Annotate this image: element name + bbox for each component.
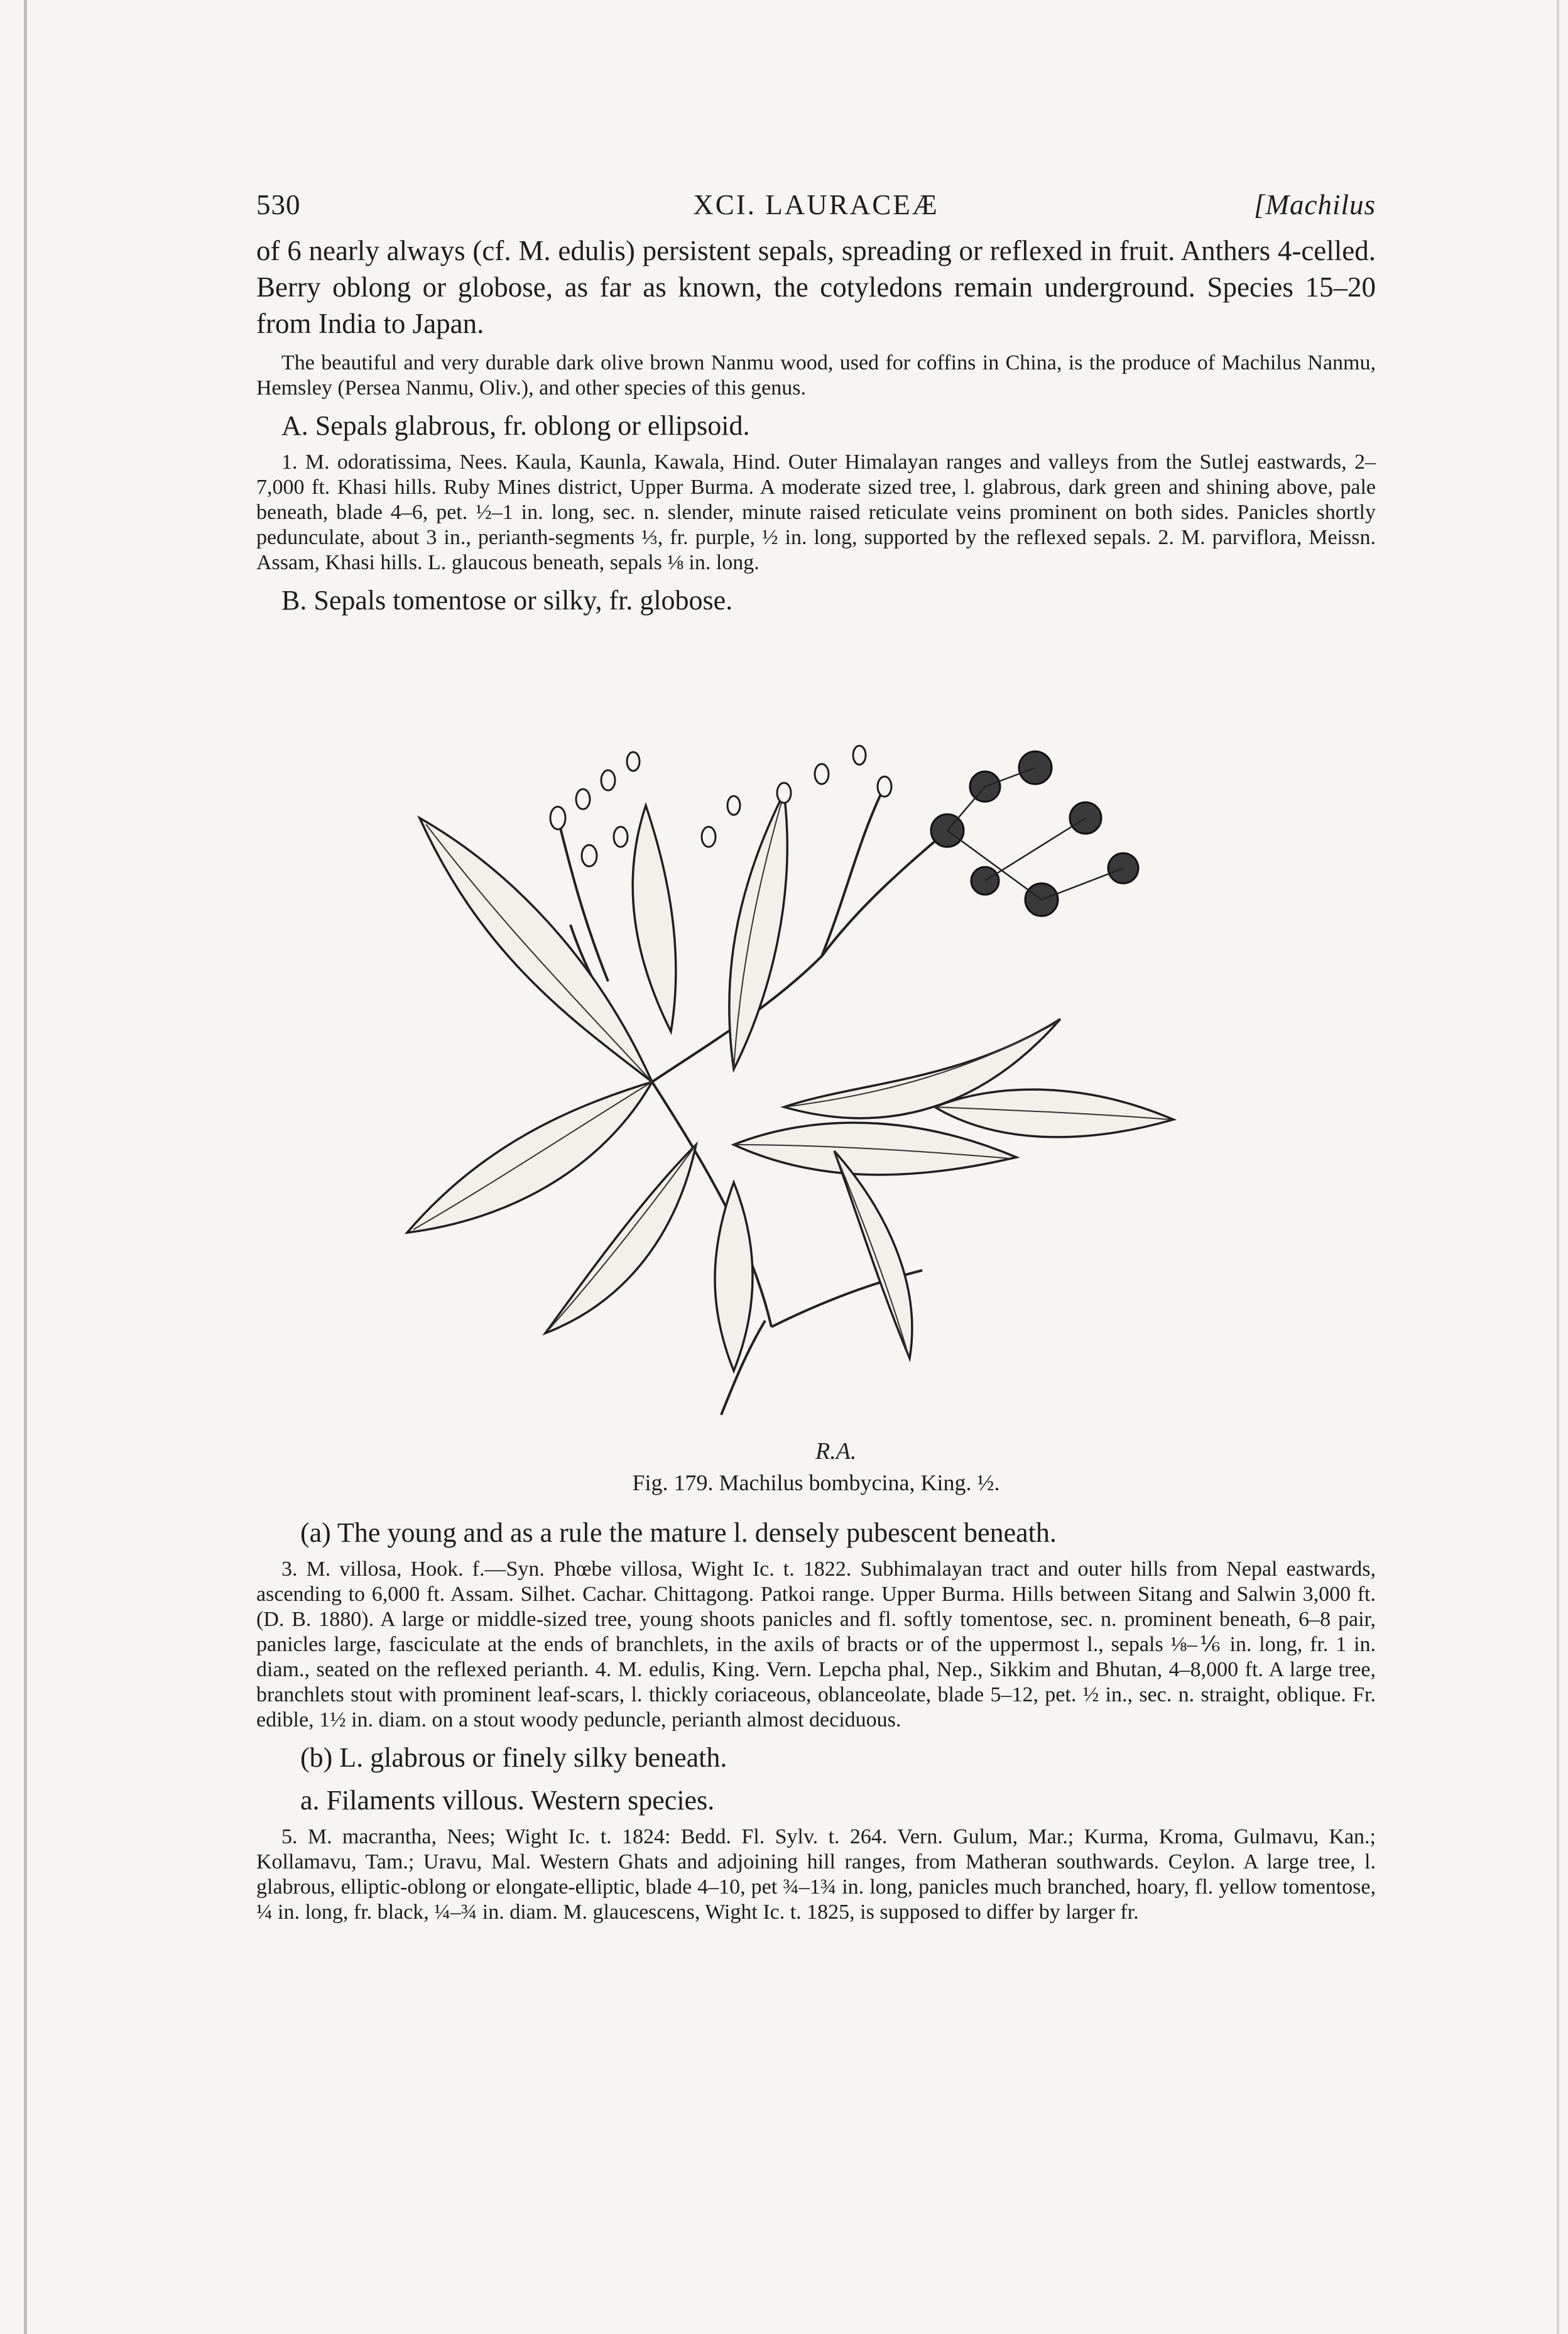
flower-branch-2 xyxy=(822,787,885,956)
scan-edge-right xyxy=(1557,0,1559,2334)
page-header xyxy=(256,182,1376,232)
running-head: [Machilus xyxy=(1254,189,1376,221)
section-b-heading: B. Sepals tomentose or silky, fr. globose. xyxy=(281,585,733,616)
flower-buds xyxy=(550,746,891,866)
group-a-text: 3. M. villosa, Hook. f.—Syn. Phœbe villosa, Wight Ic. t. 1822. Subhimalayan tract and outer hills from Nepal eastwards, ascending to 6,000 ft. Assam. Silhet. Cachar. Chittagong. Patkoi range. Upper Burma. Hills between Sitang and Salwin 3,000 ft. (D. B. 1880). A large or middle-sized tree, young shoots panicles and fl. softly tomentose, sec. n. prominent beneath, 6–8 pair, panicles large, fasciculate at the ends of branchlets, in the axils of bracts or of the uppermost l., sepals ⅛–⅙ in. long, fr. 1 in. diam., seated on the reflexed perianth. 4. M. edulis, King. Vern. Lepcha phal, Nep., Sikkim and Bhutan, 4–8,000 ft. A large tree, branchlets stout with prominent leaf-scars, l. thickly coriaceous, oblanceolate, blade 5–12, pet. ½ in., sec. n. straight, oblique. Fr. edible, 1½ in. diam. on a stout woody peduncle, perianth almost deciduous. xyxy=(256,1557,1376,1731)
figure-caption: Fig. 179. Machilus bombycina, King. ½. xyxy=(632,1470,1000,1495)
section-a-text: 1. M. odoratissima, Nees. Kaula, Kaunla, Kawala, Hind. Outer Himalayan ranges and valleys from the Sutlej eastwards, 2–7,000 ft. Khasi hills. Ruby Mines district, Upper Burma. A moderate sized tree, l. glabrous, dark green and shining above, pale beneath, blade 4–6, pet. ½–1 in. long, sec. n. slender, minute raised reticulate veins prominent on both sides. Panicles shortly pedunculate, about 3 in., perianth-segments ⅓, fr. purple, ½ in. long, supported by the reflexed sepals. 2. M. parviflora, Meissn. Assam, Khasi hills. L. glaucous beneath, sepals ⅛ in. long. xyxy=(256,450,1376,574)
chapter-title: XCI. LAURACEÆ xyxy=(693,189,939,221)
leaf xyxy=(935,1089,1173,1137)
section-a-heading: A. Sepals glabrous, fr. oblong or ellipsoid. xyxy=(281,410,750,441)
scan-edge-left xyxy=(24,0,27,2334)
subgroup-a-text: 5. M. macrantha, Nees; Wight Ic. t. 1824: Bedd. Fl. Sylv. t. 264. Vern. Gulum, Mar.; Kurma, Kroma, Gulmavu, Kan.; Kollamavu, Tam.; Uravu, Mal. Western Ghats and adjoining hill ranges, from Matheran southwards. Ceylon. A large tree, l. glabrous, elliptic-oblong or elongate-elliptic, blade 4–10, pet ¾–1¾ in. long, panicles much branched, hoary, fl. yellow tomentose, ¼ in. long, fr. black, ¼–¾ in. diam. M. glaucescens, Wight Ic. t. 1825, is supposed to differ by larger fr. xyxy=(256,1825,1376,1924)
fruit-branch xyxy=(822,831,947,956)
leaf xyxy=(715,1182,753,1371)
botanical-illustration xyxy=(382,630,1261,1465)
group-b-heading: (b) L. glabrous or finely silky beneath. xyxy=(300,1742,727,1773)
figure-machilus xyxy=(256,630,1376,1465)
leaf xyxy=(729,793,787,1069)
page-number: 530 xyxy=(256,189,301,221)
group-a-heading: (a) The young and as a rule the mature l. densely pubescent beneath. xyxy=(300,1517,1057,1548)
book-page xyxy=(256,182,1376,1925)
subgroup-a-heading: a. Filaments villous. Western species. xyxy=(300,1785,715,1816)
leaf xyxy=(633,805,676,1032)
intro-note: The beautiful and very durable dark olive brown Nanmu wood, used for coffins in China, is the produce of Machilus Nanmu, Hemsley (Persea Nanmu, Oliv.), and other species of this genus. xyxy=(256,351,1376,400)
leaves xyxy=(407,793,1173,1371)
intro-paragraph: of 6 nearly always (cf. M. edulis) persistent sepals, spreading or reflexed in fruit. Anthers 4-celled. Berry oblong or globose, as far as known, the cotyledons remain underground. Species 15–20 from India to Japan. xyxy=(256,235,1376,339)
leaf xyxy=(420,818,652,1082)
fruits xyxy=(931,751,1138,916)
artist-signature: R.A. xyxy=(815,1438,857,1464)
